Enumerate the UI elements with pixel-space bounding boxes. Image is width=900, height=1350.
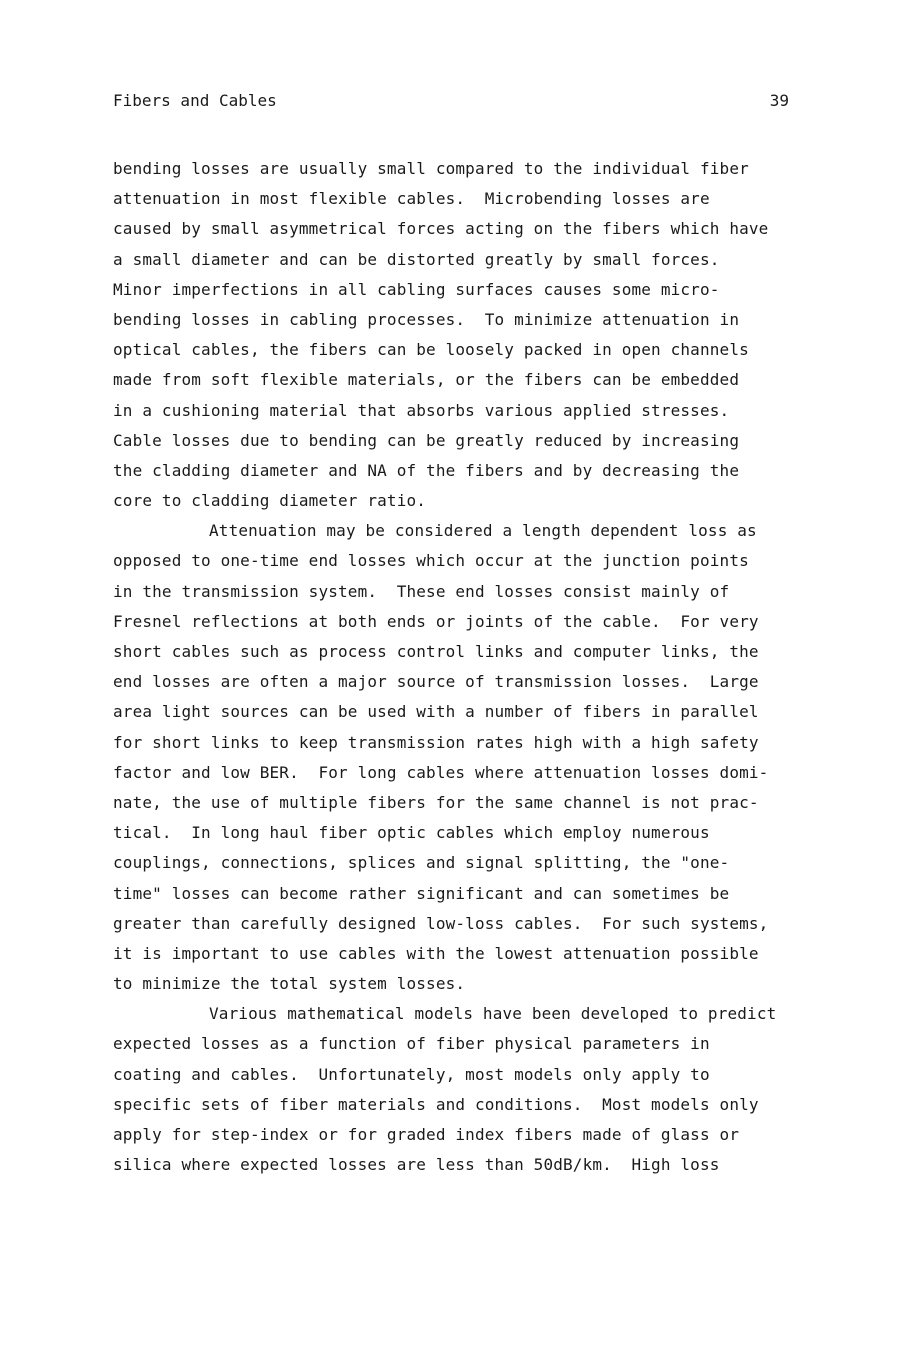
text-line: silica where expected losses are less than 50dB/km. High loss [113,1155,720,1175]
text-line: end losses are often a major source of transmission losses. Large [113,672,759,692]
text-line: opposed to one-time end losses which occur at the junction points [113,551,749,571]
page-number: 39 [769,91,789,110]
text-line: area light sources can be used with a number of fibers in parallel [113,702,759,722]
text-line: short cables such as process control links and computer links, the [113,642,759,661]
text-line: expected losses as a function of fiber physical parameters in [113,1034,710,1054]
text-line: bending losses are usually small compared to the individual fiber [113,159,749,178]
text-line: a small diameter and can be distorted greatly by small forces. [113,249,720,269]
text-line: in the transmission system. These end losses consist mainly of [113,581,730,601]
text-line: greater than carefully designed low-loss cables. For such systems, [113,913,769,933]
text-line: Fresnel reflections at both ends or joints of the cable. For very [113,611,759,631]
text-line: Cable losses due to bending can be greatly reduced by increasing [113,430,740,450]
text-line: Various mathematical models have been developed to predict [209,1004,777,1024]
text-line: for short links to keep transmission rates high with a high safety [113,732,759,752]
paragraph [113,999,789,1180]
text-line: specific sets of fiber materials and conditions. Most models only [113,1094,759,1114]
text-line: apply for step-index or for graded index fibers made of glass or [113,1125,740,1144]
text-line: to minimize the total system losses. [113,974,466,994]
running-title: Fibers and Cables [113,91,277,110]
text-line: time" losses can become rather significant and can sometimes be [113,883,730,903]
text-line: in a cushioning material that absorbs various applied stresses. [113,400,730,420]
text-line: coating and cables. Unfortunately, most models only apply to [113,1064,710,1084]
text-line: couplings, connections, splices and signal splitting, the "one- [113,853,730,873]
text-line: core to cladding diameter ratio. [113,491,427,511]
text-line: made from soft flexible materials, or the fibers can be embedded [113,370,740,390]
paragraph [113,154,789,516]
text-line: Attenuation may be considered a length dependent loss as [209,521,757,541]
text-line: the cladding diameter and NA of the fibers and by decreasing the [113,460,740,480]
text-line: factor and low BER. For long cables where attenuation losses domi- [113,762,769,782]
text-line: bending losses in cabling processes. To minimize attenuation in [113,309,740,329]
text-line: Minor imperfections in all cabling surfaces causes some micro- [113,279,720,299]
text-line: it is important to use cables with the lowest attenuation possible [113,943,759,963]
text-line: caused by small asymmetrical forces acting on the fibers which have [113,219,769,239]
text-line: nate, the use of multiple fibers for the same channel is not prac- [113,792,759,812]
running-header [113,88,789,114]
body-text [113,154,789,1180]
text-line: attenuation in most flexible cables. Microbending losses are [113,189,710,209]
paragraph [113,516,789,999]
text-line: tical. In long haul fiber optic cables which employ numerous [113,823,710,843]
text-line: optical cables, the fibers can be loosely packed in open channels [113,340,749,360]
